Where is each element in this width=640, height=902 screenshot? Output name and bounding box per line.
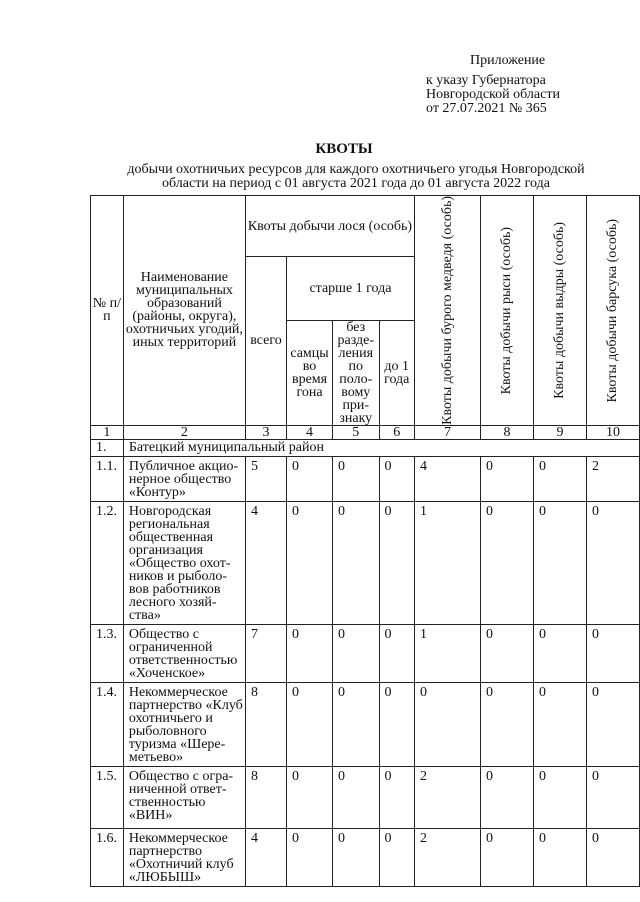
header-older: старше 1 года bbox=[287, 257, 415, 321]
row-name: Новгородская региональная общественная организация «Общество охот-ников и рыболо-вов работников лесного хозяй-ства» bbox=[128, 503, 231, 623]
column-number: 10 bbox=[586, 425, 639, 439]
row-nosex: 0 bbox=[338, 458, 346, 474]
row-under1: 0 bbox=[384, 684, 392, 700]
header-row bbox=[91, 196, 640, 257]
row-males: 0 bbox=[292, 503, 300, 519]
row-bear: 0 bbox=[419, 684, 427, 700]
header-under1: до 1 года bbox=[379, 320, 414, 425]
table-row bbox=[91, 766, 640, 828]
row-num: 1.6. bbox=[96, 830, 117, 846]
row-badger: 0 bbox=[591, 830, 599, 846]
column-number: 2 bbox=[123, 425, 245, 439]
row-total: 4 bbox=[250, 830, 258, 846]
appendix-label: Приложение bbox=[470, 53, 546, 68]
row-males: 0 bbox=[292, 458, 300, 474]
row-bear: 2 bbox=[419, 830, 427, 846]
row-num: 1.5. bbox=[96, 768, 117, 784]
row-otter: 0 bbox=[538, 458, 546, 474]
header-name: Наименование муниципальных образований (районы, округа), охотничьих угодий, иных территорий bbox=[123, 196, 245, 426]
row-bear: 4 bbox=[419, 458, 427, 474]
column-number: 5 bbox=[333, 425, 380, 439]
column-number: 6 bbox=[379, 425, 414, 439]
row-lynx: 0 bbox=[485, 626, 493, 642]
row-bear: 1 bbox=[419, 503, 427, 519]
appendix-decree: к указу Губернатора bbox=[426, 73, 546, 88]
header-badger-text: Квоты добычи барсука (особь) bbox=[605, 218, 621, 403]
row-name: Публичное акцио-нерное общество «Контур» bbox=[128, 458, 239, 500]
header-bear bbox=[414, 196, 480, 426]
row-otter: 0 bbox=[538, 684, 546, 700]
header-badger bbox=[586, 196, 639, 426]
table-row bbox=[91, 624, 640, 682]
column-number: 9 bbox=[533, 425, 586, 439]
row-lynx: 0 bbox=[485, 768, 493, 784]
row-males: 0 bbox=[292, 684, 300, 700]
row-nosex: 0 bbox=[338, 503, 346, 519]
row-otter: 0 bbox=[538, 503, 546, 519]
row-badger: 2 bbox=[591, 458, 599, 474]
row-name: Некоммерческое партнерство «Охотничий клуб «ЛЮБЫШ» bbox=[128, 830, 234, 885]
row-lynx: 0 bbox=[485, 458, 493, 474]
table-row bbox=[91, 682, 640, 766]
table-row bbox=[91, 456, 640, 501]
header-num: № п/п bbox=[91, 196, 124, 426]
row-num: 1.3. bbox=[96, 626, 117, 642]
header-otter bbox=[533, 196, 586, 426]
header-bear-text: Квоты добычи бурого медведя (особь) bbox=[439, 196, 455, 425]
row-badger: 0 bbox=[591, 626, 599, 642]
row-otter: 0 bbox=[538, 768, 546, 784]
row-total: 8 bbox=[250, 768, 258, 784]
row-badger: 0 bbox=[591, 684, 599, 700]
header-lynx bbox=[480, 196, 533, 426]
row-bear: 2 bbox=[419, 768, 427, 784]
row-under1: 0 bbox=[384, 458, 392, 474]
column-number: 3 bbox=[245, 425, 286, 439]
row-nosex: 0 bbox=[338, 626, 346, 642]
row-total: 4 bbox=[250, 503, 258, 519]
row-total: 7 bbox=[250, 626, 258, 642]
row-nosex: 0 bbox=[338, 768, 346, 784]
section-row bbox=[91, 439, 640, 456]
row-bear: 1 bbox=[419, 626, 427, 642]
quota-table bbox=[90, 195, 640, 887]
row-name: Общество с ограниченной ответственностью «Хоченское» bbox=[128, 626, 238, 681]
row-nosex: 0 bbox=[338, 684, 346, 700]
header-males: самцы во время гона bbox=[287, 320, 333, 425]
row-total: 5 bbox=[250, 458, 258, 474]
header-lynx-text: Квоты добычи рыси (особь) bbox=[499, 226, 515, 395]
header-nosex: без разде-ления по поло-вому при-знаку bbox=[333, 320, 380, 425]
column-number: 7 bbox=[414, 425, 480, 439]
appendix-region: Новгородской области bbox=[426, 87, 560, 102]
table-row bbox=[91, 501, 640, 624]
appendix-date: от 27.07.2021 № 365 bbox=[426, 101, 547, 116]
row-total: 8 bbox=[250, 684, 258, 700]
header-otter-text: Квоты добычи выдры (особь) bbox=[552, 222, 568, 399]
row-name: Общество с огра-ниченной ответ-ственностью «ВИН» bbox=[128, 768, 234, 823]
row-num: 1.2. bbox=[96, 503, 117, 519]
column-number: 8 bbox=[480, 425, 533, 439]
row-badger: 0 bbox=[591, 768, 599, 784]
section-num: 1. bbox=[91, 439, 124, 456]
row-num: 1.1. bbox=[96, 458, 117, 474]
column-number: 4 bbox=[287, 425, 333, 439]
column-number-row bbox=[91, 425, 640, 439]
row-badger: 0 bbox=[591, 503, 599, 519]
row-lynx: 0 bbox=[485, 503, 493, 519]
document-title: КВОТЫ bbox=[315, 141, 373, 157]
row-nosex: 0 bbox=[338, 830, 346, 846]
header-total: всего bbox=[245, 257, 286, 426]
row-males: 0 bbox=[292, 830, 300, 846]
header-moose: Квоты добычи лося (особь) bbox=[245, 196, 414, 257]
row-under1: 0 bbox=[384, 626, 392, 642]
row-under1: 0 bbox=[384, 830, 392, 846]
row-otter: 0 bbox=[538, 830, 546, 846]
row-lynx: 0 bbox=[485, 830, 493, 846]
row-lynx: 0 bbox=[485, 684, 493, 700]
section-name: Батецкий муниципальный район bbox=[123, 439, 639, 456]
row-otter: 0 bbox=[538, 626, 546, 642]
document-subtitle: добычи охотничьих ресурсов для каждого охотничьего угодья Новгородской области на период с 01 августа 2021 года до 01 августа 2022 года bbox=[127, 162, 585, 191]
row-under1: 0 bbox=[384, 503, 392, 519]
row-males: 0 bbox=[292, 768, 300, 784]
row-under1: 0 bbox=[384, 768, 392, 784]
table-row bbox=[91, 828, 640, 886]
row-name: Некоммерческое партнерство «Клуб охотничьего и рыболовного туризма «Шере-метьево» bbox=[128, 684, 243, 765]
column-number: 1 bbox=[91, 425, 124, 439]
row-num: 1.4. bbox=[96, 684, 117, 700]
row-males: 0 bbox=[292, 626, 300, 642]
